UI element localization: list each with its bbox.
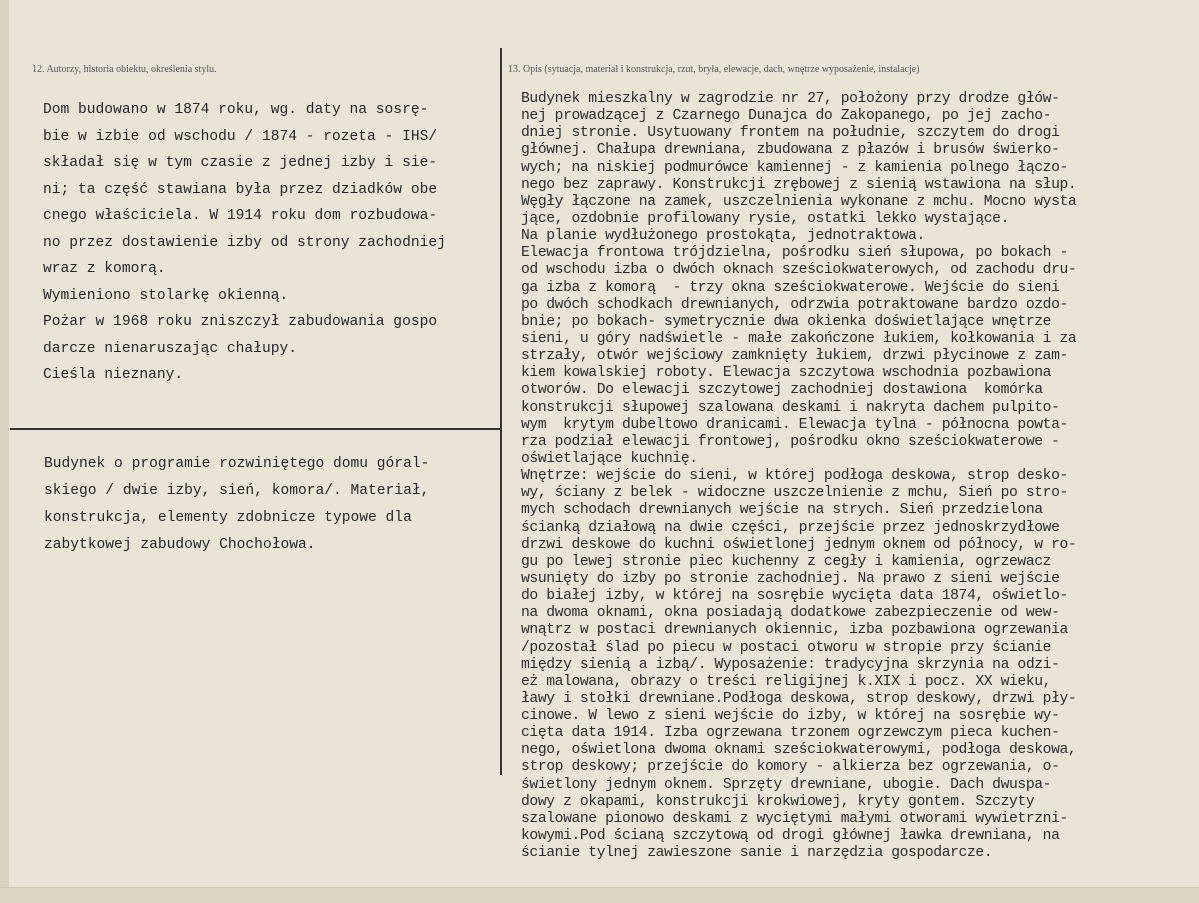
text-line: ni; ta część stawiana była przez dziadków obe [43, 181, 438, 198]
text-line: zabytkowej zabudowy Chochołowa. [44, 537, 316, 553]
text-line: ścianką działową na dwie części, przejście przez jednoskrzydłowe [521, 519, 1060, 536]
text-line: darcze nienaruszając chałupy. [43, 340, 297, 357]
page-bottom-strip [0, 887, 1199, 903]
text-line: kowymi.Pod ścianą szczytową od drogi głównej ławka drewniana, na [521, 828, 1060, 845]
text-line: gu po lewej stronie piec kuchenny z cegły i kamienia, ogrzewacz [521, 553, 1052, 570]
text-line: świetlony jednym oknem. Sprzęty drewniane, ubogie. Dach dwuspa- [521, 776, 1052, 793]
text-line: Wnętrze: wejście do sieni, w której podłoga deskowa, strop desko- [521, 468, 1068, 485]
text-line: Cieśla nieznany. [43, 367, 184, 383]
text-line: wnątrz w postaci drewnianych okiennic, izba pozbawiona ogrzewania [521, 622, 1068, 639]
text-line: na dwoma oknami, okna posiadają dodatkowe zabezpieczenie od wew- [521, 605, 1060, 622]
text-line: wraz z komorą. [43, 261, 166, 277]
text-line: Na planie wydłużonego prostokąta, jednotraktowa. [521, 228, 925, 245]
text-line: strzały, otwór wejściowy zamknięty łukiem, drzwi płycinowe z zam- [521, 348, 1068, 365]
text-line: ścianie tylnej zawieszone sanie i narzędzia gospodarcze. [521, 845, 993, 862]
description-text [521, 91, 1197, 862]
text-line: Budynek o programie rozwiniętego domu góral- [44, 456, 430, 472]
text-line: dowy z okapami, konstrukcji krokwiowej, kryty gontem. Szczyty [521, 793, 1035, 810]
text-line: drzwi deskowe do kuchni oświetlonej jednym oknem od północy, w ro- [521, 536, 1077, 553]
text-line: do białej izby, w której na sosrębie wycięta data 1874, oświetlo- [521, 588, 1068, 605]
text-line: skiego / dwie izby, sień, komora/. Materiał, [44, 483, 430, 499]
text-line: wym krytym dubeltowo dranicami. Elewacja tylna - północna powta- [521, 416, 1068, 433]
history-text [43, 97, 493, 389]
text-line: wsunięty do izby po stronie zachodniej. Na prawo z sieni wejście [521, 570, 1060, 587]
text-line: Wymieniono stolarkę okienną. [43, 287, 289, 304]
text-line: no przez dostawienie izby od strony zachodniej [43, 234, 446, 251]
text-line: Elewacja frontowa trójdzielna, pośrodku sień słupowa, po bokach - [521, 245, 1068, 262]
text-line: /pozostał ślad po piecu w postaci otworu w stropie przy ścianie [521, 639, 1052, 656]
text-line: nej prowadzącej z Czarnego Dunajca do Zakopanego, po jej zacho- [521, 108, 1052, 125]
text-line: składał się w tym czasie z jednej izby i sie- [43, 155, 438, 171]
text-line: nego bez zaprawy. Konstrukcji zrębowej z sienią wstawiona na słup. [521, 176, 1077, 193]
text-line: bie w izbie od wschodu / 1874 - rozeta - IHS/ [43, 128, 438, 145]
text-line: nego, oświetlona dwoma oknami sześciokwaterowymi, podłoga deskowa, [521, 742, 1077, 759]
text-line: szalowane pionowo deskami z wyciętymi małymi otworami wywietrzni- [521, 810, 1068, 827]
text-line: rza podział elewacji frontowej, pośrodku okno sześciokwaterowe - [521, 433, 1060, 450]
text-line: Pożar w 1968 roku zniszczył zabudowania gospo [43, 314, 438, 330]
text-line: wych; na niskiej podmurówce kamiennej - z kamienia polnego łączo- [521, 159, 1068, 176]
text-line: ga izba z komorą - trzy okna sześciokwaterowe. Wejście do sieni [521, 279, 1060, 296]
text-line: głównej. Chałupa drewniana, zbudowana z płazów i brusów świerko- [521, 142, 1060, 159]
text-line: dniej stronie. Usytuowany frontem na południe, szczytem do drogi [521, 125, 1060, 142]
text-line: jące, ozdobnie profilowany rysie, ostatki lekko wystające. [521, 210, 1010, 227]
section-13-header: 13. Opis (sytuacja, materiał i konstrukcja, rzut, bryła, elewacje, dach, wnętrze wyposażenie, instalacje) [508, 64, 920, 75]
text-line: cięta data 1914. Izba ogrzewana trzonem ogrzewczym pieca kuchen- [521, 725, 1060, 742]
text-line: Węgły łączone na zamek, uszczelnienia wykonane z mchu. Mocno wysta [521, 193, 1077, 210]
text-line: cinowe. W lewo z sieni wejście do izby, w której na sosrębie wy- [521, 708, 1060, 725]
text-line: ławy i stołki drewniane.Podłoga deskowa, strop deskowy, drzwi pły- [521, 690, 1077, 707]
text-line: od wschodu izba o dwóch oknach sześciokwaterowych, od zachodu dru- [521, 262, 1077, 279]
text-line: konstrukcja, elementy zdobnicze typowe dla [44, 510, 412, 526]
text-line: strop deskowy; przejście do komory - alkierza bez ogrzewania, o- [521, 759, 1060, 776]
style-text [44, 451, 494, 559]
text-line: oświetlające kuchnię. [521, 450, 698, 467]
text-line: Dom budowano w 1874 roku, wg. daty na sosrę- [43, 102, 429, 118]
text-line: Budynek mieszkalny w zagrodzie nr 27, położony przy drodze głów- [521, 91, 1060, 107]
text-line: kiem kowalskiej roboty. Elewacja szczytowa wschodnia pozbawiona [521, 365, 1052, 382]
text-line: otworów. Do elewacji szczytowej zachodniej dostawiona komórka [521, 382, 1043, 399]
text-line: między sienią a izbą/. Wyposażenie: tradycyjna skrzynia na odzi- [521, 656, 1060, 673]
text-line: po dwóch schodkach drewnianych, odrzwia potraktowane bardzo ozdo- [521, 296, 1068, 313]
text-line: eż malowana, obrazy o treści religijnej k.XIX i pocz. XX wieku, [521, 673, 1052, 690]
page-edge [0, 0, 9, 902]
section-divider [10, 428, 502, 430]
column-divider [500, 48, 502, 775]
text-line: sieni, u góry nadświetle - małe zakończone łukiem, kołkowania i za [521, 330, 1077, 347]
text-line: mych schodach drewnianych wejście na strych. Sień przedzielona [521, 502, 1043, 519]
text-line: wy, ściany z belek - widoczne uszczelnienie z mchu, Sień po stro- [521, 485, 1068, 502]
text-line: cnego właściciela. W 1914 roku dom rozbudowa- [43, 208, 438, 224]
text-line: bnie; po bokach- symetrycznie dwa okienka doświetlające wnętrze [521, 313, 1052, 330]
section-12-header: 12. Autorzy, historia obiektu, określenia stylu. [32, 64, 217, 75]
text-line: konstrukcji słupowej szalowana deskami i nakryta dachem pulpito- [521, 399, 1060, 416]
